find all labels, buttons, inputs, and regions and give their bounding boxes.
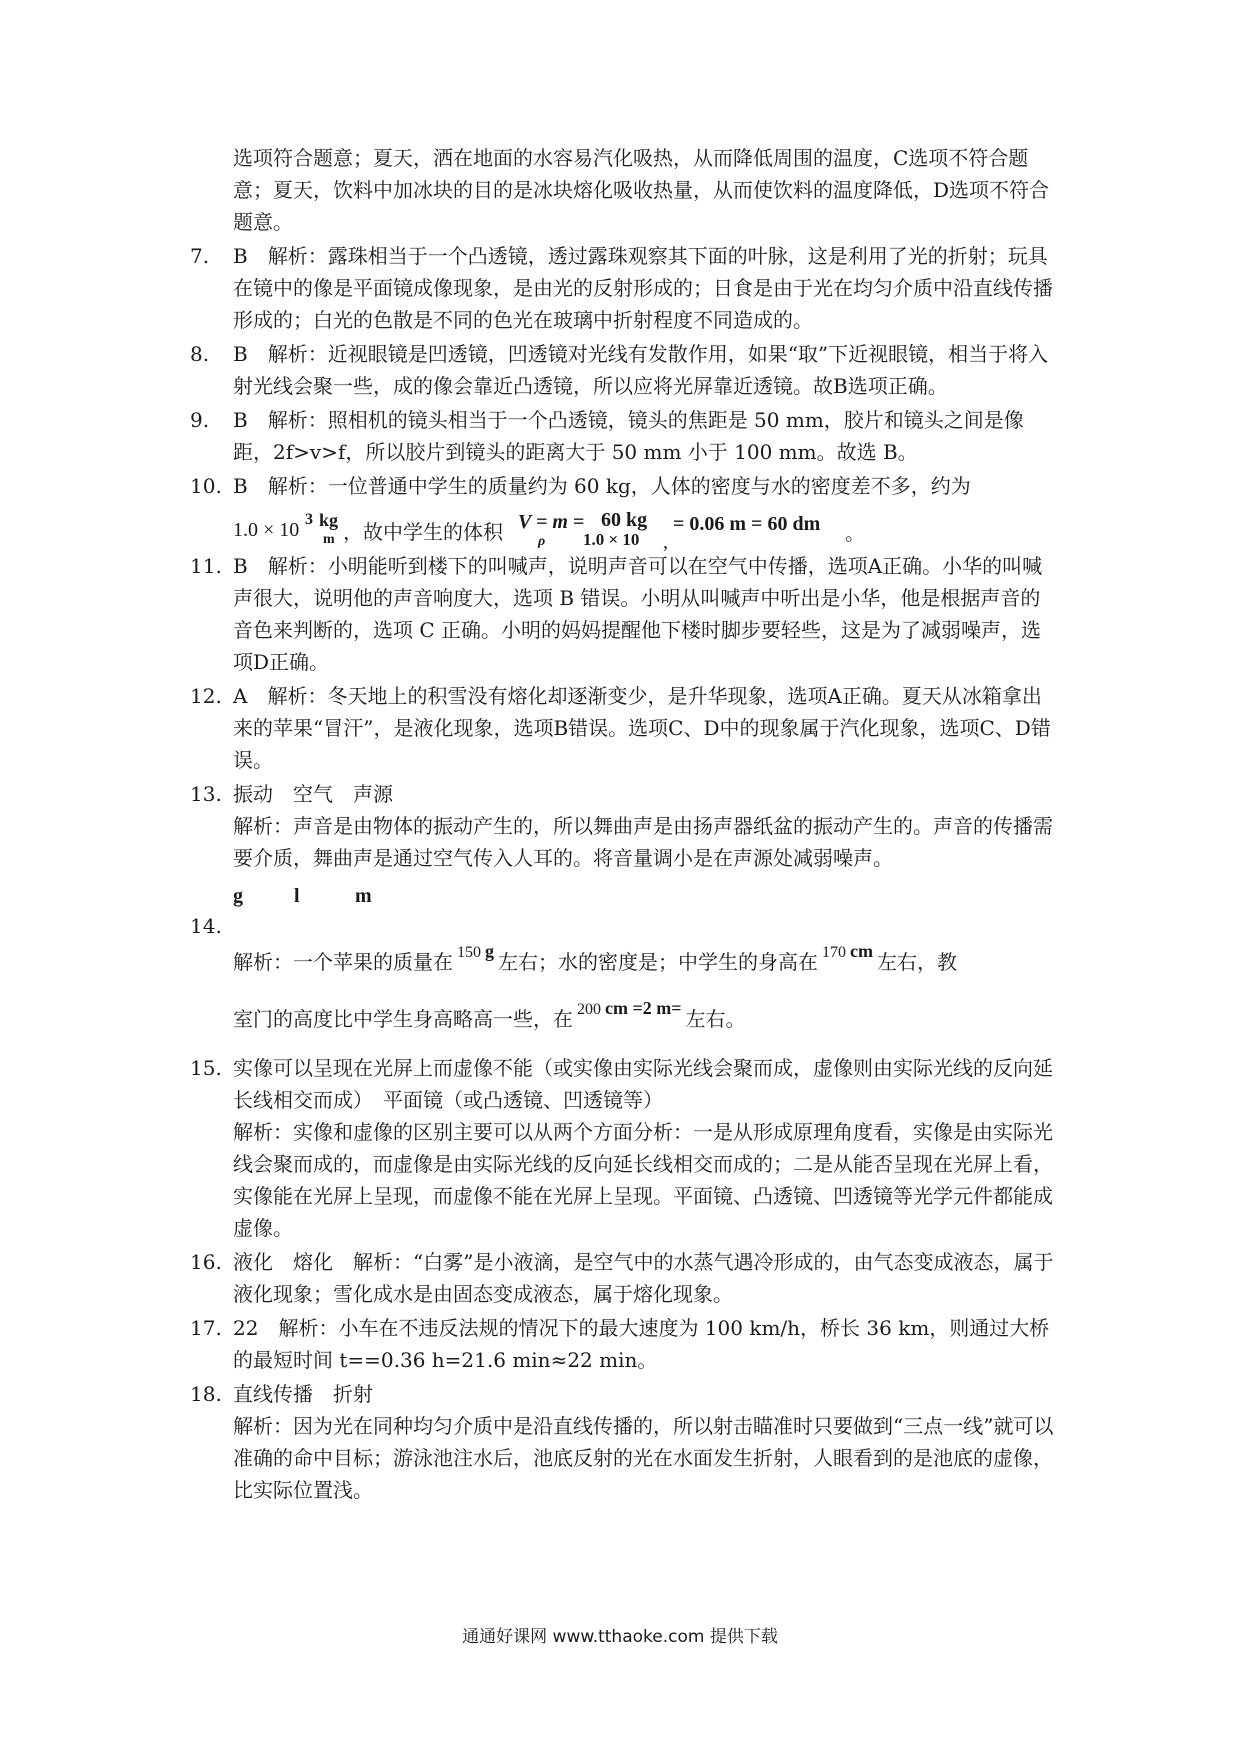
q14-text-c: 左右，教 xyxy=(876,950,957,974)
item-text: 液化 熔化 解析：“白雾”是小液滴，是空气中的水蒸气遇冷形成的，由气态变成液态，属于液化现象；雪化成水是由固态变成液态，属于熔化现象。 xyxy=(233,1250,1054,1306)
answer-content xyxy=(190,142,1060,1506)
item-explanation: 解析：实像和虚像的区别主要可以从两个方面分析：一是从形成原理角度看，实像是由实际光线会聚而成的，而虚像是由实际光线的反向延长线相交而成的；二是从能否呈现在光屏上看，实像能在光屏上呈现，而虚像不能在光屏上呈现。平面镜、凸透镜、凹透镜等光学元件都能成虚像。 xyxy=(233,1120,1053,1240)
formula-end: 。 xyxy=(845,523,865,545)
answer-item-16 xyxy=(190,1246,1060,1310)
item-explanation: 解析：因为光在同种均匀介质中是沿直线传播的，所以射击瞄准时只要做到“三点一线”就可以准确的命中目标；游泳池注水后，池底反射的光在水面发生折射，人眼看到的是池底的虚像，比实际位置浅。 xyxy=(233,1414,1054,1502)
q14-text-e: 左右。 xyxy=(685,1007,746,1031)
q14-text-d: 室门的高度比中学生身高略高一些，在 xyxy=(233,1007,573,1031)
item-number: 15. xyxy=(190,1056,222,1080)
q14-text-b: 左右；水的密度是；中学生的身高在 xyxy=(498,950,818,974)
formula-density-exponent: 3 xyxy=(305,511,313,528)
q14-explanation-line-1 xyxy=(233,942,1060,985)
item-number: 7. xyxy=(190,244,210,268)
answer-item-15 xyxy=(190,1052,1060,1244)
formula-unit-bottom: m xyxy=(323,532,335,547)
answer-item-17 xyxy=(190,1312,1060,1376)
item-text: B 解析：照相机的镜头相当于一个凸透镜，镜头的焦距是 50 mm，胶片和镜头之间是像距，2f>v>f，所以胶片到镜头的距离大于 50 mm 小于 100 mm。故选 B。 xyxy=(233,408,1024,464)
item-number: 16. xyxy=(190,1250,222,1274)
answer-item-13 xyxy=(190,778,1060,874)
q14-value-2: 170 cm xyxy=(822,941,873,961)
q14-value-3: 200 cm =2 m= xyxy=(577,998,682,1018)
page-footer: 通通好课网 www.tthaoke.com 提供下载 xyxy=(462,1627,778,1647)
answer-item-11 xyxy=(190,550,1060,678)
formula-rho: ρ xyxy=(538,534,546,549)
item-number: 9. xyxy=(190,408,210,432)
item-number: 12. xyxy=(190,684,222,708)
answer-item-9 xyxy=(190,404,1060,468)
q14-text-a: 解析：一个苹果的质量在 xyxy=(233,950,453,974)
item-number: 8. xyxy=(190,342,210,366)
formula-density: 1.0 × 10 xyxy=(233,519,300,541)
intro-paragraph: 选项符合题意；夏天，洒在地面的水容易汽化吸热，从而降低周围的温度，C选项不符合题意；夏天，饮料中加冰块的目的是冰块熔化吸收热量，从而使饮料的温度降低，D选项不符合题意。 xyxy=(233,146,1050,234)
formula-fraction-bottom: 1.0 × 10 xyxy=(583,530,640,549)
item-number: 17. xyxy=(190,1316,222,1340)
answer-item-7 xyxy=(190,240,1060,336)
answer-item-18 xyxy=(190,1378,1060,1506)
unit-answer-3: m xyxy=(355,885,372,907)
item-text: 振动 空气 声源 xyxy=(233,782,393,806)
item-explanation: 解析：声音是由物体的振动产生的，所以舞曲声是由扬声器纸盆的振动产生的。声音的传播需要介质，舞曲声是通过空气传入人耳的。将音量调小是在声源处减弱噪声。 xyxy=(233,814,1053,870)
formula-fraction-top: 60 kg xyxy=(601,509,648,531)
density-volume-formula xyxy=(233,504,1060,553)
answer-item-8 xyxy=(190,338,1060,402)
item-text: B 解析：露珠相当于一个凸透镜，透过露珠观察其下面的叶脉，这是利用了光的折射；玩具在镜中的像是平面镜成像现象，是由光的反射形成的；日食是由于光在均匀介质中沿直线传播形成的；白光的色散是不同的色光在玻璃中折射程度不同造成的。 xyxy=(233,244,1053,332)
unit-answer-1: g xyxy=(233,885,243,907)
item-text: B 解析：近视眼镜是凹透镜，凹透镜对光线有发散作用，如果“取”下近视眼镜，相当于将入射光线会聚一些，成的像会靠近凸透镜，所以应将光屏靠近透镜。故B选项正确。 xyxy=(233,342,1049,398)
q14-value-1: 150 g xyxy=(457,941,494,961)
item-text: 实像可以呈现在光屏上而虚像不能（或实像由实际光线会聚而成，虚像则由实际光线的反向延长线相交而成） 平面镜（或凸透镜、凹透镜等） xyxy=(233,1056,1053,1112)
item-number: 13. xyxy=(190,782,222,806)
answer-item-12 xyxy=(190,680,1060,776)
formula-fraction-tail: , xyxy=(663,531,668,553)
answer-item-10 xyxy=(190,470,1060,553)
q14-explanation-line-2 xyxy=(233,999,1060,1042)
unit-answer-2: l xyxy=(294,885,300,907)
item-text: B 解析：一位普通中学生的质量约为 60 kg，人体的密度与水的密度差不多，约为 xyxy=(233,474,971,498)
formula-mid-text: ，故中学生的体积 xyxy=(343,520,503,544)
item-number: 14. xyxy=(190,914,222,938)
item-number: 10. xyxy=(190,474,222,498)
item-number: 18. xyxy=(190,1382,222,1406)
formula-v-eq: V = m = xyxy=(518,511,585,533)
item-text: 22 解析：小车在不违反法规的情况下的最大速度为 100 km/h，桥长 36 km，则通过大桥的最短时间 t==0.36 h=21.6 min≈22 min。 xyxy=(233,1316,1050,1372)
unit-answers xyxy=(233,880,1060,936)
item-text: 直线传播 折射 xyxy=(233,1382,373,1406)
answer-item-14 xyxy=(190,880,1060,1042)
item-text: B 解析：小明能听到楼下的叫喊声，说明声音可以在空气中传播，选项A正确。小华的叫喊声很大，说明他的声音响度大，选项 B 错误。小明从叫喊声中听出是小华，他是根据声音的音色来判断的，选项 C 正确。小明的妈妈提醒他下楼时脚步要轻些，这是为了减弱噪声，选项D正确。 xyxy=(233,554,1043,674)
item-number: 11. xyxy=(190,554,222,578)
item-text: A 解析：冬天地上的积雪没有熔化却逐渐变少，是升华现象，选项A正确。夏天从冰箱拿出来的苹果“冒汗”，是液化现象，选项B错误。选项C、D中的现象属于汽化现象，选项C、D错误。 xyxy=(233,684,1051,772)
formula-unit-top: kg xyxy=(319,510,339,530)
formula-result: = 0.06 m = 60 dm xyxy=(673,513,821,535)
